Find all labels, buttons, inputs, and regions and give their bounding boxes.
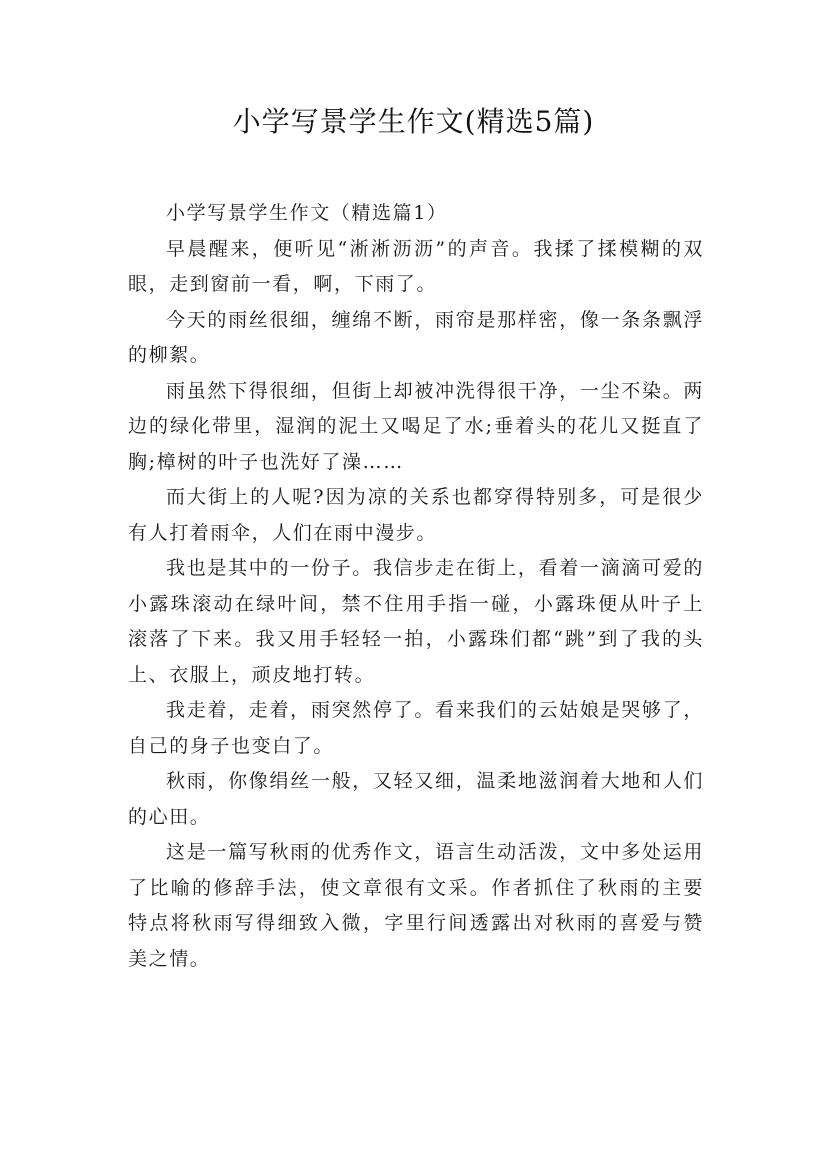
paragraph-5: 我也是其中的一份子。我信步走在街上，看着一滴滴可爱的小露珠滚动在绿叶间，禁不住用手指一碰，小露珠便从叶子上滚落了下来。我又用手轻轻一拍，小露珠们都“跳”到了我的头上、衣服上，顽皮地打转。 xyxy=(128,557,704,686)
document-title: 小学写景学生作文(精选5篇) xyxy=(232,105,595,138)
paragraph-3: 雨虽然下得很细，但街上却被冲洗得很干净，一尘不染。两边的绿化带里，湿润的泥土又喝足了水;垂着头的花儿又挺直了胸;樟树的叶子也洗好了澡…… xyxy=(128,379,704,473)
paragraph-2: 今天的雨丝很细，缠绵不断，雨帘是那样密，像一条条飘浮的柳絮。 xyxy=(128,308,704,366)
paragraph-1: 早晨醒来，便听见“淅淅沥沥”的声音。我揉了揉模糊的双眼，走到窗前一看，啊，下雨了。 xyxy=(128,237,704,295)
paragraph-7: 秋雨，你像绢丝一般，又轻又细，温柔地滋润着大地和人们的心田。 xyxy=(128,770,704,828)
section-subheading: 小学写景学生作文（精选篇1） xyxy=(166,202,448,224)
paragraph-4: 而大街上的人呢?因为凉的关系也都穿得特别多，可是很少有人打着雨伞，人们在雨中漫步。 xyxy=(128,486,704,544)
paragraph-8: 这是一篇写秋雨的优秀作文，语言生动活泼，文中多处运用了比喻的修辞手法，使文章很有文采。作者抓住了秋雨的主要特点将秋雨写得细致入微，字里行间透露出对秋雨的喜爱与赞美之情。 xyxy=(128,841,704,970)
document-body xyxy=(128,196,704,977)
paragraph-6: 我走着，走着，雨突然停了。看来我们的云姑娘是哭够了，自己的身子也变白了。 xyxy=(128,699,704,757)
